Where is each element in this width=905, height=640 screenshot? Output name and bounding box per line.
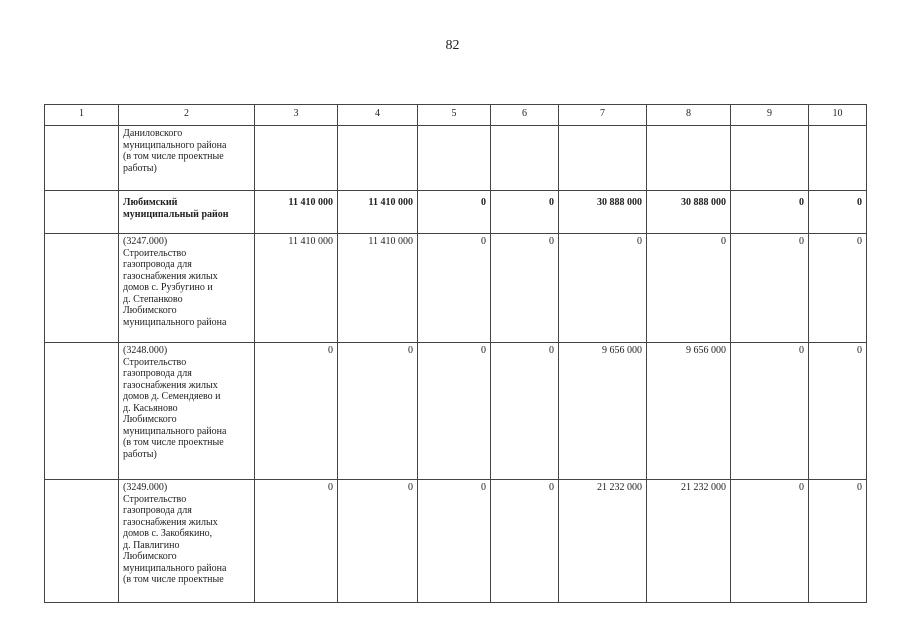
- value-cell: 0: [491, 191, 559, 234]
- row-description: (3247.000) Строительство газопровода для газоснабжения жилых домов с. Рузбугино и д. Степанково Любимского муниципального района: [119, 234, 255, 343]
- row-number-cell: [45, 480, 119, 603]
- table-row: [45, 234, 867, 343]
- value-cell: 0: [809, 343, 867, 480]
- value-cell: 11 410 000: [338, 234, 418, 343]
- column-header: 10: [809, 105, 867, 126]
- column-header: 6: [491, 105, 559, 126]
- value-cell: 0: [418, 343, 491, 480]
- column-header: 9: [731, 105, 809, 126]
- column-header: 5: [418, 105, 491, 126]
- value-cell: 21 232 000: [559, 480, 647, 603]
- value-cell: [647, 126, 731, 191]
- column-header: 4: [338, 105, 418, 126]
- value-cell: 30 888 000: [647, 191, 731, 234]
- table-row: [45, 191, 867, 234]
- row-number-cell: [45, 343, 119, 480]
- value-cell: 0: [255, 343, 338, 480]
- value-cell: 11 410 000: [255, 234, 338, 343]
- value-cell: 21 232 000: [647, 480, 731, 603]
- value-cell: 11 410 000: [338, 191, 418, 234]
- table-row: [45, 126, 867, 191]
- value-cell: 0: [491, 480, 559, 603]
- row-description: (3249.000) Строительство газопровода для газоснабжения жилых домов с. Закобякино, д. Павлигино Любимского муниципального района (в том числе проектные: [119, 480, 255, 603]
- row-description: Любимский муниципальный район: [119, 191, 255, 234]
- value-cell: 0: [731, 191, 809, 234]
- column-header: 7: [559, 105, 647, 126]
- column-header: 8: [647, 105, 731, 126]
- value-cell: [491, 126, 559, 191]
- column-header: 2: [119, 105, 255, 126]
- page-number: 82: [445, 38, 460, 53]
- value-cell: [731, 126, 809, 191]
- row-description: (3248.000) Строительство газопровода для газоснабжения жилых домов д. Семендяево и д. Касьяново Любимского муниципального района (в том числе проектные работы): [119, 343, 255, 480]
- value-cell: 0: [809, 234, 867, 343]
- value-cell: 0: [809, 191, 867, 234]
- value-cell: 0: [731, 343, 809, 480]
- row-number-cell: [45, 191, 119, 234]
- value-cell: 0: [418, 191, 491, 234]
- value-cell: 0: [731, 480, 809, 603]
- table-row: [45, 343, 867, 480]
- value-cell: 11 410 000: [255, 191, 338, 234]
- value-cell: [255, 126, 338, 191]
- value-cell: 0: [491, 343, 559, 480]
- value-cell: 9 656 000: [647, 343, 731, 480]
- value-cell: 0: [809, 480, 867, 603]
- value-cell: 30 888 000: [559, 191, 647, 234]
- value-cell: 0: [491, 234, 559, 343]
- value-cell: [338, 126, 418, 191]
- value-cell: 0: [255, 480, 338, 603]
- row-number-cell: [45, 126, 119, 191]
- value-cell: [809, 126, 867, 191]
- value-cell: 0: [647, 234, 731, 343]
- value-cell: 0: [418, 480, 491, 603]
- value-cell: [418, 126, 491, 191]
- value-cell: [559, 126, 647, 191]
- budget-table: [44, 104, 867, 603]
- value-cell: 0: [338, 480, 418, 603]
- table-row: [45, 480, 867, 603]
- value-cell: 0: [418, 234, 491, 343]
- column-header: 1: [45, 105, 119, 126]
- column-header-row: [45, 105, 867, 126]
- value-cell: 0: [559, 234, 647, 343]
- value-cell: 9 656 000: [559, 343, 647, 480]
- value-cell: 0: [338, 343, 418, 480]
- value-cell: 0: [731, 234, 809, 343]
- row-number-cell: [45, 234, 119, 343]
- row-description: Даниловского муниципального района (в том числе проектные работы): [119, 126, 255, 191]
- column-header: 3: [255, 105, 338, 126]
